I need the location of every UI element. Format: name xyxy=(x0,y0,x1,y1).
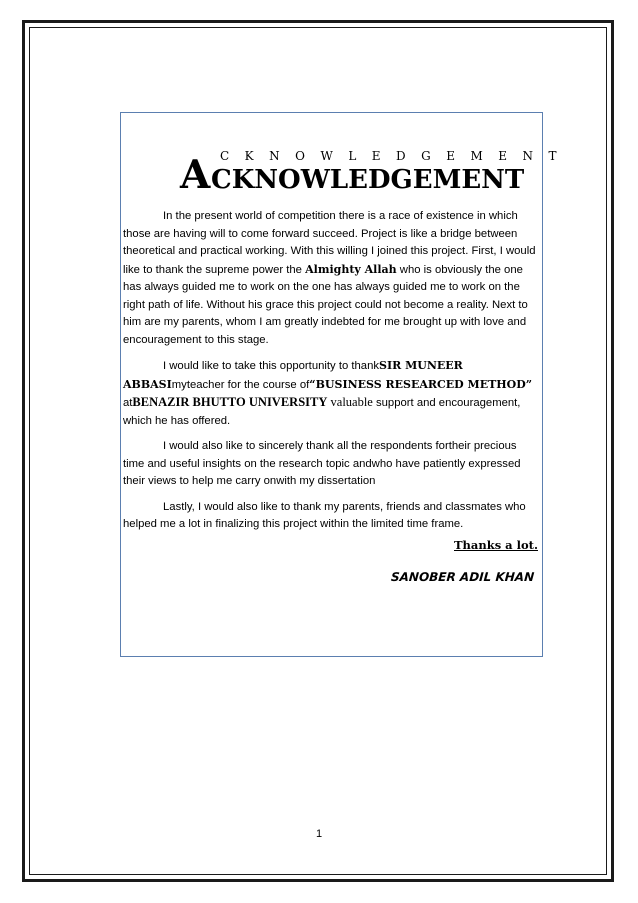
paragraph-2-text-e: support and encouragement, which he has offered. xyxy=(123,397,521,427)
paragraph-1-text-a: In the present world of competition there is a race of existence in which those are having will to come forward succeed. Project is like a bridge between theoretical and practical working. With this willing I joined this project. First, I would like to thank the supreme power the xyxy=(123,210,536,276)
title-spaced-letters: CKNOWLEDGEMENT xyxy=(220,149,573,163)
course-name: “BUSINESS RESEARCED METHOD” xyxy=(309,377,533,391)
almighty-allah: Almighty Allah xyxy=(305,262,397,276)
title-drop-letter: A xyxy=(180,152,211,198)
page-number: 1 xyxy=(315,828,323,840)
paragraph-2 xyxy=(123,357,540,430)
paragraph-2-text-a: I would like to take this opportunity to thank xyxy=(163,360,380,372)
author-name: SANOBER ADIL KHAN xyxy=(390,570,535,584)
page-title xyxy=(180,148,573,198)
paragraph-2-valuable: valuable xyxy=(327,395,373,409)
acknowledgement-body xyxy=(123,208,540,542)
paragraph-3: I would also like to sincerely thank all the respondents fortheir precious time and useful insights on the research topic andwho have patiently expressed their views to help me carry onwith my dissertation xyxy=(123,440,521,487)
title-main-word: CKNOWLEDGEMENT xyxy=(211,165,525,195)
paragraph-1-text-b: who is obviously the one has always guided me to work on the one has always guided me to work on the right path of life. Without his grace this project could not become a reality. Next to him are my parents, whom I am greatly indebted for me brought up with love and encouragement to this stage. xyxy=(123,263,528,346)
university-name: BENAZIR BHUTTO UNIVERSITY xyxy=(132,395,328,409)
thanks-note: Thanks a lot. xyxy=(454,538,538,552)
teacher-name: SIR MUNEER ABBASI xyxy=(123,359,463,391)
paragraph-2-text-c: at xyxy=(123,397,133,409)
paragraph-4: Lastly, I would also like to thank my parents, friends and classmates who helped me a lot in finalizing this project within the limited time frame. xyxy=(123,500,526,530)
paragraph-1 xyxy=(123,208,540,349)
paragraph-2-text-b: myteacher for the course of xyxy=(171,378,310,391)
